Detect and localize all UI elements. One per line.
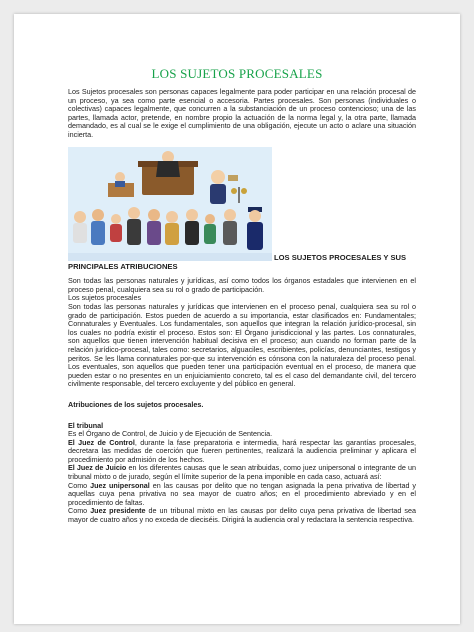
document-page [14, 14, 460, 624]
juez-presidente-prefix: Como [68, 506, 91, 516]
intro-paragraph: Los Sujetos procesales son personas capaces legalmente para poder participar en una relación procesal de un proceso, ya sea como parte esencial o accesoria. Partes procesales. Son personas (individuales o colectivas) capaces legalmente, que concurren a la substanciación de un proceso contencioso; una de las partes, llamada actor, pretende, en nombre propio la actuación de la norma legal y, la otra parte, llamada demandado, es al cual se le exige el cumplimiento de una obligación, ejecute un acto o aclare una situación incierta. [68, 87, 416, 139]
tribunal-text: Es el Órgano de Control, de Juicio y de Ejecución de Sentencia. [68, 429, 273, 439]
document-title: LOS SUJETOS PROCESALES [151, 66, 323, 81]
juez-control-label: El Juez de Control [68, 437, 135, 447]
courtroom-illustration [68, 147, 272, 261]
juez-juicio-text: en los diferentes causas que le sean atribuidas, como juez unipersonal o integrante de un tribunal mixto o de jurado, según el límite superior de la pena imponible en cada caso, actuará así: [68, 463, 417, 482]
paragraph-2: Los sujetos procesales [68, 293, 142, 303]
juez-unipersonal-paragraph [68, 482, 416, 508]
paragraph-3: Son todas las personas naturales y jurídicas que intervienen en el proceso penal, cualquiera sea su rol o grado de participación. Estos pueden de acuerdo a su importancia, estar clasificados en: Fundamentales; Connaturales y Eventuales. Los fundamentales, son aquellos que integran la relación jurídico-procesal, sin los cuales no podría existir el proceso. Estos son: El Órgano jurisdiccional y las partes. Los connaturales, son aquellos que tienen intervención habitual decisiva en el proceso; aun cuando no forman parte de la relación jurídico-procesal, tales como: secretarios, alguaciles, escribientes, policías, denunciantes, testigos y peritos. Se les llama connaturales por-que su intervención es cónsona con la naturaleza del proceso penal. Los eventuales, son aquellos que pueden tener una participación eventual en el proceso, de manera que pueden estar o no presentes en un enjuiciamiento concreto, tal es el caso del demandante civil, del tercero civilmente responsable, del tercero excluyente y del público en general. [68, 301, 416, 389]
juez-presidente-text: de un tribunal mixto en las causas por delito cuya pena privativa de libertad sea mayor de cuatro años y no exceda de dieciséis. Dirigirá la audiencia oral y redactara la sentencia respectiva. [68, 506, 417, 525]
section-heading-line-1: LOS SUJETOS PROCESALES Y SUS [274, 253, 407, 262]
juez-presidente-paragraph [68, 507, 416, 524]
section-heading-line-2: PRINCIPALES ATRIBUCIONES [68, 261, 178, 271]
juez-unipersonal-text: en las causas por delito que no tengan asignada la pena privativa de libertad y aquellas cuya pena privativa no sea mayor de cuatro años; en el procedimiento abreviado y en el procedimiento de faltas. [68, 480, 416, 507]
juez-presidente-label: Juez presidente [90, 506, 146, 516]
juez-control-paragraph [68, 439, 416, 465]
juez-juicio-paragraph [68, 464, 416, 481]
juez-unipersonal-label: Juez unipersonal [90, 480, 150, 490]
attributions-heading: Atribuciones de los sujetos procesales. [68, 399, 204, 409]
juez-juicio-label: El Juez de Juicio [68, 463, 127, 473]
juez-control-text: , durante la fase preparatoria e intermedia, hará respectar las garantías procesales, decretara las medidas de coerción que fueren pertinentes, realizará la audiencia preliminar y aplicara el procedimiento por admisión de los hechos. [68, 437, 417, 464]
tribunal-heading: El tribunal [68, 420, 104, 430]
courtroom-illustration-icon [68, 147, 272, 261]
paragraph-1: Son todas las personas naturales y jurídicas, así como todos los órganos estadales que intervienen en el proceso penal, cualquiera sea su rol o grado de participación. [68, 276, 416, 294]
juez-unipersonal-prefix: Como [68, 480, 91, 490]
main-section [68, 254, 416, 525]
